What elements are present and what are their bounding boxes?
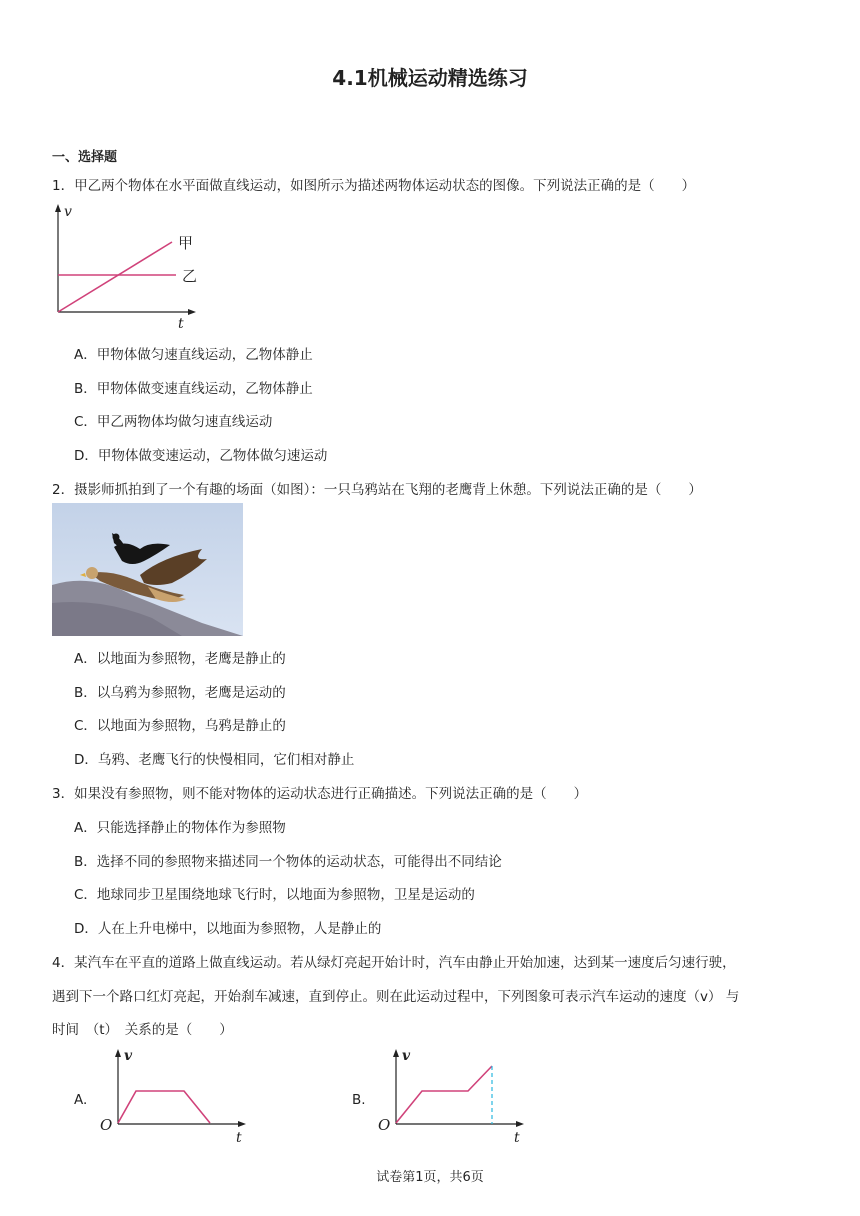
- page-footer: 试卷第1页，共6页: [376, 1170, 484, 1185]
- q1-option-b: B．甲物体做变速直线运动，乙物体静止: [74, 381, 313, 397]
- question-4-stem-line1: 4．某汽车在平直的道路上做直线运动。若从绿灯亮起开始计时，汽车由静止开始加速，达到某一速度后匀速行驶，: [52, 955, 736, 971]
- section-heading: 一、选择题: [52, 150, 118, 165]
- question-4-stem-line2: 遇到下一个路口红灯亮起，开始刹车减速，直到停止。则在此运动过程中，下列图象可表示汽车运动的速度（v） 与: [52, 989, 740, 1005]
- q1-option-d: D．甲物体做变速运动，乙物体做匀速运动: [74, 448, 328, 464]
- q3-option-a: A．只能选择静止的物体作为参照物: [74, 820, 286, 836]
- q2-option-d: D．乌鸦、老鹰飞行的快慢相同，它们相对静止: [74, 752, 355, 768]
- q4b-origin: O: [378, 1116, 391, 1134]
- q2-option-b: B．以乌鸦为参照物，老鹰是运动的: [74, 685, 286, 701]
- axis-v-label: v: [64, 204, 72, 220]
- q2-option-c: C．以地面为参照物，乌鸦是静止的: [74, 718, 286, 734]
- q4b-axis-t: t: [514, 1130, 520, 1146]
- question-3-stem: 3．如果没有参照物，则不能对物体的运动状态进行正确描述。下列说法正确的是（ ）: [52, 786, 588, 802]
- line-jia: [58, 242, 172, 312]
- q2-option-a: A．以地面为参照物，老鹰是静止的: [74, 651, 286, 667]
- q4a-axis-v: v: [124, 1048, 133, 1064]
- label-jia: 甲: [178, 234, 194, 252]
- question-4-stem-line3: 时间 （t） 关系的是（ ）: [52, 1022, 233, 1038]
- question-1-stem: 1．甲乙两个物体在水平面做直线运动，如图所示为描述两物体运动状态的图像。下列说法正确的是（ ）: [52, 178, 696, 194]
- q4-option-a-label: A.: [74, 1092, 88, 1108]
- q1-option-a: A．甲物体做匀速直线运动，乙物体静止: [74, 347, 313, 363]
- q4a-origin: O: [100, 1116, 113, 1134]
- label-yi: 乙: [182, 267, 198, 285]
- q1-option-c: C．甲乙两物体均做匀速直线运动: [74, 414, 273, 430]
- q4a-axis-t: t: [236, 1130, 242, 1146]
- q3-option-c: C．地球同步卫星围绕地球飞行时，以地面为参照物，卫星是运动的: [74, 887, 475, 903]
- q3-option-d: D．人在上升电梯中，以地面为参照物，人是静止的: [74, 921, 382, 937]
- q4-graph-b: [374, 1044, 534, 1149]
- q3-option-b: B．选择不同的参照物来描述同一个物体的运动状态，可能得出不同结论: [74, 854, 502, 870]
- question-1-graph: [44, 200, 214, 335]
- q4-graph-a: [96, 1044, 256, 1149]
- question-2-stem: 2．摄影师抓拍到了一个有趣的场面（如图）：一只乌鸦站在飞翔的老鹰背上休憩。下列说法正确的是（ ）: [52, 482, 702, 498]
- crow-eagle-photo: [52, 503, 243, 636]
- page-title: 4.1机械运动精选练习: [332, 66, 528, 90]
- q4b-axis-v: v: [402, 1048, 411, 1064]
- axis-t-label: t: [178, 316, 184, 332]
- q4-option-b-label: B.: [352, 1092, 366, 1108]
